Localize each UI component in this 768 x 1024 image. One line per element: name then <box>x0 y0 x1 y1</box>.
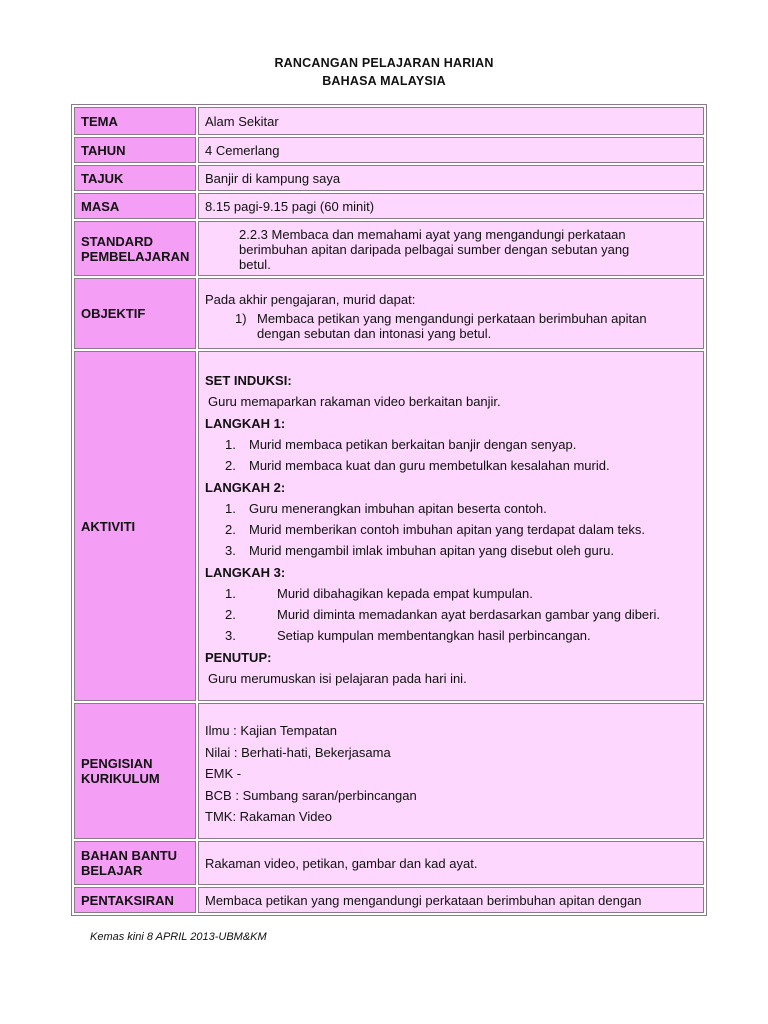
row-tahun <box>74 137 704 163</box>
list-item-text: Murid membaca petikan berkaitan banjir dengan senyap. <box>249 436 577 452</box>
pengisian-bcb: BCB : Sumbang saran/perbincangan <box>205 787 417 803</box>
row-standard <box>74 221 704 276</box>
label-bahan-line2: BELAJAR <box>81 863 143 878</box>
label-bahan <box>74 841 196 885</box>
list-item <box>205 437 697 452</box>
objektif-item-line1: Membaca petikan yang mengandungi perkataan berimbuhan apitan <box>257 311 647 326</box>
objektif-item <box>205 311 697 341</box>
list-item-text: Setiap kumpulan membentangkan hasil perbincangan. <box>277 627 591 643</box>
row-tema <box>74 107 704 135</box>
row-bahan <box>74 841 704 885</box>
row-tajuk <box>74 165 704 191</box>
list-item-number: 1. <box>225 585 236 601</box>
objektif-intro: Pada akhir pengajaran, murid dapat: <box>205 292 416 307</box>
langkah1-heading: LANGKAH 1: <box>205 415 286 431</box>
list-item-text: Murid mengambil imlak imbuhan apitan yang disebut oleh guru. <box>249 542 614 558</box>
label-standard <box>74 221 196 276</box>
set-induksi-text: Guru memaparkan rakaman video berkaitan banjir. <box>208 393 501 409</box>
label-tema: TEMA <box>74 107 196 135</box>
label-bahan-line1: BAHAN BANTU <box>81 848 178 863</box>
value-pentaksiran: Membaca petikan yang mengandungi perkataan berimbuhan apitan dengan <box>198 887 704 913</box>
list-item <box>205 607 697 622</box>
list-item-number: 2. <box>225 521 236 537</box>
footer-note: Kemas kini 8 APRIL 2013-UBM&KM <box>90 931 267 943</box>
value-pengisian <box>198 703 704 839</box>
langkah3-heading: LANGKAH 3: <box>205 564 286 580</box>
value-bahan: Rakaman video, petikan, gambar dan kad ayat. <box>198 841 704 885</box>
list-item-text: Murid dibahagikan kepada empat kumpulan. <box>277 585 533 601</box>
objektif-item-number: 1) <box>235 311 247 326</box>
objektif-item-line2: dengan sebutan dan intonasi yang betul. <box>257 326 492 341</box>
value-aktiviti <box>198 351 704 701</box>
value-objektif <box>198 278 704 349</box>
value-tahun: 4 Cemerlang <box>198 137 704 163</box>
row-aktiviti <box>74 351 704 701</box>
pengisian-nilai: Nilai : Berhati-hati, Bekerjasama <box>205 744 391 760</box>
pengisian-tmk: TMK: Rakaman Video <box>205 809 332 825</box>
list-item <box>205 501 697 516</box>
label-objektif: OBJEKTIF <box>74 278 196 349</box>
document-title: RANCANGAN PELAJARAN HARIAN <box>274 56 494 70</box>
list-item <box>205 586 697 601</box>
list-item-text: Murid membaca kuat dan guru membetulkan kesalahan murid. <box>249 457 610 473</box>
list-item <box>205 628 697 643</box>
set-induksi-heading: SET INDUKSI: <box>205 372 292 388</box>
list-item-text: Guru menerangkan imbuhan apitan beserta contoh. <box>249 500 547 516</box>
value-tema: Alam Sekitar <box>198 107 704 135</box>
row-objektif <box>74 278 704 349</box>
langkah3-list <box>205 586 697 643</box>
list-item-text: Murid diminta memadankan ayat berdasarkan gambar yang diberi. <box>277 606 660 622</box>
langkah2-heading: LANGKAH 2: <box>205 479 286 495</box>
label-pentaksiran: PENTAKSIRAN <box>74 887 196 913</box>
value-standard <box>198 221 704 276</box>
list-item-number: 2. <box>225 457 236 473</box>
standard-line2: berimbuhan apitan daripada pelbagai sumber dengan sebutan yang <box>239 242 630 257</box>
label-masa: MASA <box>74 193 196 219</box>
penutup-heading: PENUTUP: <box>205 649 272 665</box>
label-standard-line1: STANDARD <box>81 233 153 249</box>
list-item <box>205 458 697 473</box>
langkah2-list <box>205 501 697 558</box>
list-item-number: 2. <box>225 606 236 622</box>
label-pengisian-line2: KURIKULUM <box>81 771 160 786</box>
label-tajuk: TAJUK <box>74 165 196 191</box>
label-standard-line2: PEMBELAJARAN <box>81 248 190 264</box>
row-pengisian <box>74 703 704 839</box>
list-item-number: 3. <box>225 542 236 558</box>
label-aktiviti: AKTIVITI <box>74 351 196 701</box>
langkah1-list <box>205 437 697 473</box>
row-pentaksiran <box>74 887 704 913</box>
label-pengisian <box>74 703 196 839</box>
label-tahun: TAHUN <box>74 137 196 163</box>
document-subtitle: BAHASA MALAYSIA <box>322 74 446 88</box>
pengisian-emk: EMK - <box>205 766 242 782</box>
list-item <box>205 522 697 537</box>
list-item-text: Murid memberikan contoh imbuhan apitan yang terdapat dalam teks. <box>249 521 645 537</box>
list-item-number: 3. <box>225 627 236 643</box>
standard-line3: betul. <box>239 257 271 272</box>
value-masa: 8.15 pagi-9.15 pagi (60 minit) <box>198 193 704 219</box>
list-item-number: 1. <box>225 436 236 452</box>
pengisian-ilmu: Ilmu : Kajian Tempatan <box>205 723 337 739</box>
standard-line1: 2.2.3 Membaca dan memahami ayat yang mengandungi perkataan <box>239 227 626 242</box>
row-masa <box>74 193 704 219</box>
value-tajuk: Banjir di kampung saya <box>198 165 704 191</box>
list-item <box>205 543 697 558</box>
label-pengisian-line1: PENGISIAN <box>81 756 153 771</box>
list-item-number: 1. <box>225 500 236 516</box>
lesson-plan-table <box>71 104 707 916</box>
penutup-text: Guru merumuskan isi pelajaran pada hari ini. <box>208 670 467 686</box>
